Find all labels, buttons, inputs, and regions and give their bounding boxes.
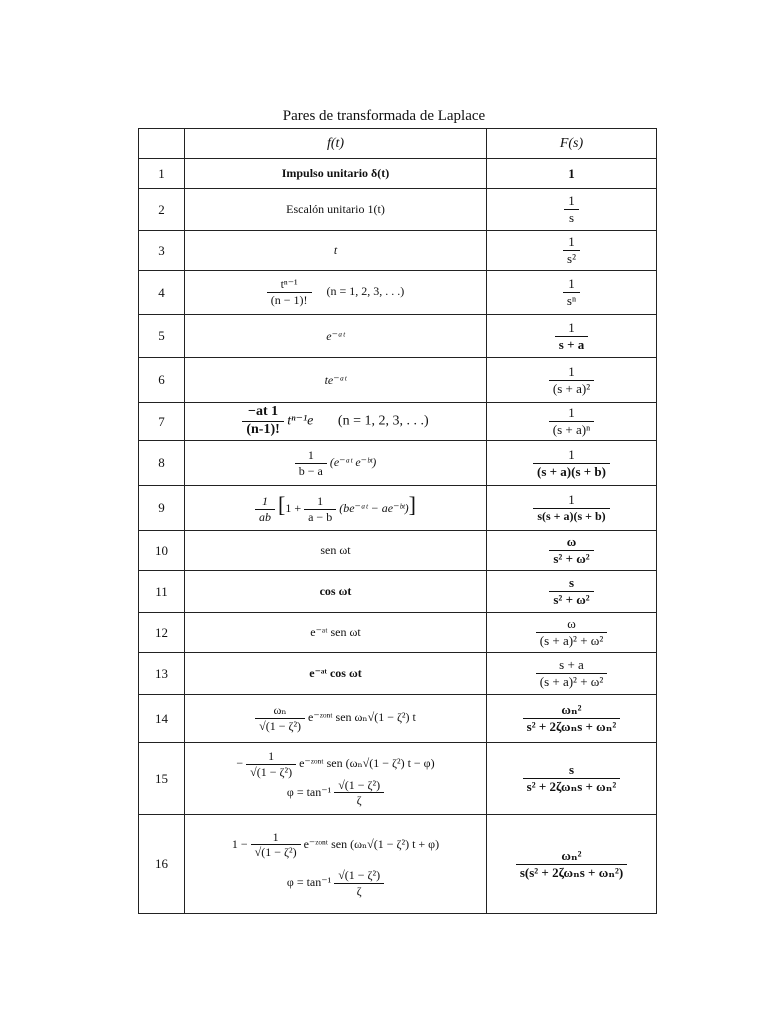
ft-extra: (n = 1, 2, 3, . . .) bbox=[326, 284, 405, 299]
Fs-den: s(s + a)(s + b) bbox=[537, 509, 606, 524]
ft-cell: e⁻ᵃᵗ bbox=[185, 315, 487, 358]
Fs-cell bbox=[487, 571, 657, 613]
ft-cell: e⁻ᵃᵗ sen ωt bbox=[185, 613, 487, 653]
Fs-cell bbox=[487, 613, 657, 653]
Fs-cell bbox=[487, 315, 657, 358]
page-title: Pares de transformada de Laplace bbox=[282, 108, 486, 124]
Fs-den: s + a bbox=[558, 336, 585, 352]
Fs-num: ωₙ² bbox=[516, 849, 627, 865]
Fs-den: sⁿ bbox=[566, 293, 577, 308]
row-number: 4 bbox=[139, 271, 185, 315]
row-number: 14 bbox=[139, 695, 185, 743]
Fs-num: ω bbox=[536, 617, 608, 633]
ft-pre: 1 − bbox=[231, 836, 248, 851]
table-row bbox=[139, 613, 657, 653]
Fs-den: (s + a)² bbox=[552, 380, 591, 396]
table-row bbox=[139, 695, 657, 743]
ft-num: 1 bbox=[295, 449, 327, 464]
ft-mid: tⁿ⁻¹e bbox=[287, 413, 314, 429]
ft-cell: $\frac{1}{ab}$ [1 + $\frac{1}{a - b}$ (be⁻ᵃᵗ − ae⁻ᵇᵗ)] bbox=[185, 486, 487, 531]
Fs-den: (s + a)² + ω² bbox=[539, 633, 604, 648]
ft-num: −at 1 bbox=[242, 405, 283, 422]
Fs-num: ω bbox=[549, 535, 593, 551]
table-row bbox=[139, 531, 657, 571]
ft-extra: (n = 1, 2, 3, . . .) bbox=[337, 413, 429, 429]
Fs-cell bbox=[487, 231, 657, 271]
ft-pre: 1 + bbox=[285, 501, 302, 516]
Fs-num: 1 bbox=[533, 493, 609, 509]
Fs-num: 1 bbox=[533, 448, 610, 464]
Fs-num: s + a bbox=[536, 658, 608, 674]
table-row bbox=[139, 315, 657, 358]
ft-l2-den: ζ bbox=[356, 883, 362, 898]
Fs-den: (s + a)ⁿ bbox=[552, 422, 591, 437]
Fs-cell bbox=[487, 271, 657, 315]
row-number: 10 bbox=[139, 531, 185, 571]
ft-mid: (e⁻ᵃᵗ e⁻ᵇᵗ) bbox=[329, 454, 377, 469]
ft-l2-num: √(1 − ζ²) bbox=[334, 869, 384, 884]
table-row bbox=[139, 189, 657, 231]
table-row bbox=[139, 403, 657, 441]
ft-num: 1 bbox=[251, 831, 301, 846]
ft-cell: Impulso unitario δ(t) bbox=[185, 159, 487, 189]
Fs-cell bbox=[487, 441, 657, 486]
row-number: 12 bbox=[139, 613, 185, 653]
Fs-num: ωₙ² bbox=[523, 703, 621, 719]
ft-inner-num: 1 bbox=[304, 495, 336, 510]
row-number: 8 bbox=[139, 441, 185, 486]
Fs-den: s² + ω² bbox=[553, 592, 590, 607]
ft-cell: te⁻ᵃᵗ bbox=[185, 358, 487, 403]
row-number: 13 bbox=[139, 653, 185, 695]
Fs-den: s² + ω² bbox=[553, 551, 590, 566]
table-row bbox=[139, 271, 657, 315]
ft-mid: e⁻ᶻᵒⁿᵗ sen (ωₙ√(1 − ζ²) t + φ) bbox=[303, 836, 440, 851]
ft-cell bbox=[185, 441, 487, 486]
row-number: 6 bbox=[139, 358, 185, 403]
row-number: 2 bbox=[139, 189, 185, 231]
ft-line2: φ = tan⁻¹ bbox=[286, 784, 332, 799]
Fs-num: 1 bbox=[555, 321, 588, 337]
ft-l2-den: ζ bbox=[356, 793, 362, 808]
ft-mid: e⁻ᶻᵒⁿᵗ sen ωₙ√(1 − ζ²) t bbox=[308, 710, 416, 725]
row-number: 1 bbox=[139, 159, 185, 189]
row-number: 11 bbox=[139, 571, 185, 613]
ft-line2: φ = tan⁻¹ bbox=[286, 874, 332, 889]
ft-cell bbox=[185, 815, 487, 914]
ft-cell: cos ωt bbox=[185, 571, 487, 613]
row-number: 15 bbox=[139, 743, 185, 815]
Fs-cell bbox=[487, 486, 657, 531]
Fs-num: 1 bbox=[563, 277, 580, 293]
ft-l2-num: √(1 − ζ²) bbox=[334, 779, 384, 794]
ft-num: 1 bbox=[246, 750, 296, 765]
ft-mid: (be⁻ᵃᵗ − ae⁻ᵇᵗ) bbox=[339, 501, 409, 516]
header-num bbox=[139, 129, 185, 159]
table-row bbox=[139, 571, 657, 613]
ft-den: √(1 − ζ²) bbox=[259, 719, 302, 733]
ft-num: tⁿ⁻¹ bbox=[267, 278, 312, 293]
Fs-cell bbox=[487, 743, 657, 815]
Fs-den: (s + a)(s + b) bbox=[537, 463, 606, 479]
Fs-den: s(s² + 2ζωₙs + ωₙ²) bbox=[519, 864, 624, 880]
header-ft: f(t) bbox=[185, 129, 487, 159]
Fs-cell: 1 bbox=[487, 159, 657, 189]
Fs-cell bbox=[487, 653, 657, 695]
laplace-table bbox=[138, 128, 657, 914]
ft-inner-den: a − b bbox=[308, 510, 333, 525]
table-row bbox=[139, 358, 657, 403]
ft-den: b − a bbox=[298, 463, 323, 478]
ft-pre: − bbox=[236, 756, 244, 771]
header-row bbox=[139, 129, 657, 159]
row-number: 9 bbox=[139, 486, 185, 531]
Fs-num: 1 bbox=[564, 194, 579, 210]
table-row bbox=[139, 441, 657, 486]
Fs-cell bbox=[487, 815, 657, 914]
Fs-den: s² + 2ζωₙs + ωₙ² bbox=[526, 719, 617, 734]
header-Fs: F(s) bbox=[487, 129, 657, 159]
ft-den: (n − 1)! bbox=[270, 293, 308, 307]
Fs-cell bbox=[487, 189, 657, 231]
Fs-num: s bbox=[523, 763, 621, 779]
row-number: 5 bbox=[139, 315, 185, 358]
ft-den: (n-1)! bbox=[246, 422, 280, 437]
Fs-cell bbox=[487, 358, 657, 403]
table-row bbox=[139, 743, 657, 815]
Fs-cell bbox=[487, 695, 657, 743]
ft-cell bbox=[185, 271, 487, 315]
ft-den: √(1 − ζ²) bbox=[254, 845, 297, 860]
ft-den: √(1 − ζ²) bbox=[250, 764, 293, 779]
table-row bbox=[139, 815, 657, 914]
Fs-num: 1 bbox=[563, 235, 580, 251]
Fs-cell bbox=[487, 531, 657, 571]
table-row bbox=[139, 231, 657, 271]
Fs-den: s² bbox=[567, 251, 576, 266]
ft-cell bbox=[185, 743, 487, 815]
Fs-num: s bbox=[549, 576, 593, 592]
Fs-den: s² + 2ζωₙs + ωₙ² bbox=[526, 779, 617, 794]
ft-cell: e⁻ᵃᵗ cos ωt bbox=[185, 653, 487, 695]
ft-cell bbox=[185, 695, 487, 743]
Fs-num: 1 bbox=[549, 406, 594, 422]
row-number: 7 bbox=[139, 403, 185, 441]
ft-cell: Escalón unitario 1(t) bbox=[185, 189, 487, 231]
Fs-den: s bbox=[568, 210, 575, 225]
ft-num: ωₙ bbox=[255, 704, 305, 719]
row-number: 3 bbox=[139, 231, 185, 271]
table-row bbox=[139, 159, 657, 189]
table-row bbox=[139, 653, 657, 695]
ft-cell: t bbox=[185, 231, 487, 271]
Fs-cell bbox=[487, 403, 657, 441]
ft-den: ab bbox=[259, 510, 271, 525]
Fs-num: 1 bbox=[549, 365, 594, 381]
table-row bbox=[139, 486, 657, 531]
ft-cell: sen ωt bbox=[185, 531, 487, 571]
row-number: 16 bbox=[139, 815, 185, 914]
Fs-den: (s + a)² + ω² bbox=[539, 674, 604, 689]
ft-mid: e⁻ᶻᵒⁿᵗ sen (ωₙ√(1 − ζ²) t − φ) bbox=[299, 756, 435, 771]
ft-num: 1 bbox=[255, 495, 275, 510]
ft-cell bbox=[185, 403, 487, 441]
